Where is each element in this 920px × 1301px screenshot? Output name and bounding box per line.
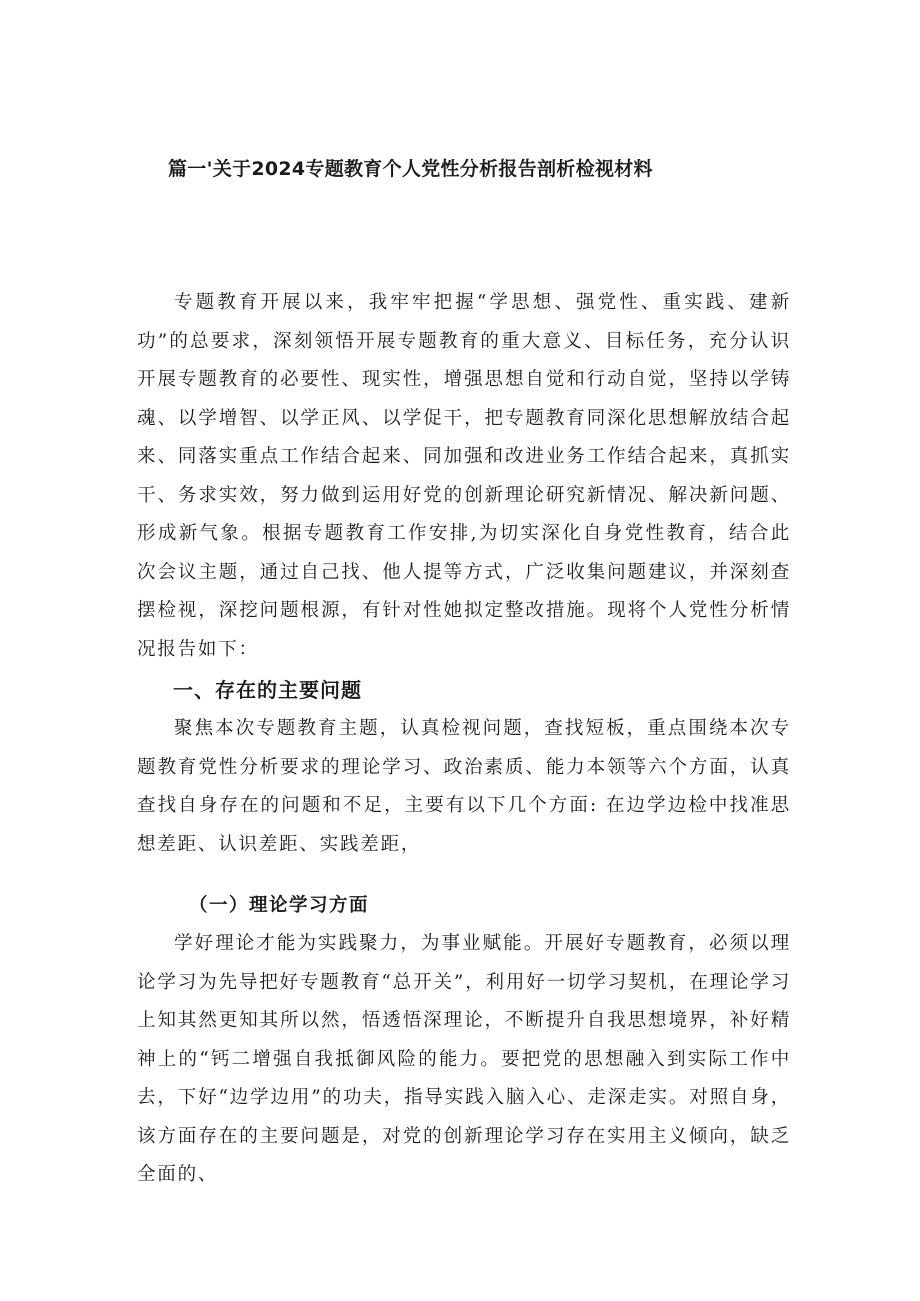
subsection-1-paragraph: 学好理论才能为实践聚力，为事业赋能。开展好专题教育，必须以理论学习为先导把好专题教育“总开关”，利用好一切学习契机，在理论学习上知其然更知其所以然，悟透悟深理论，不断提升自我思想境界，补好精神上的“钙二增强自我抵御风险的能力。要把党的思想融入到实际工作中去，下好“边学边用”的功夫，指导实践入脑入心、走深走实。对照自身，该方面存在的主要问题是，对党的创新理论学习存在实用主义倾向，缺乏全面的、 [137, 933, 791, 1185]
subsection-1 [137, 887, 791, 1195]
section-1-heading: 一、存在的主要问题 [173, 678, 362, 702]
intro-paragraph: 专题教育开展以来，我牢牢把握“学思想、强党性、重实践、建新功”的总要求，深刻领悟开展专题教育的重大意义、目标任务，充分认识开展专题教育的必要性、现实性，增强思想自觉和行动自觉，坚持以学铸魂、以学增智、以学正风、以学促干，把专题教育同深化思想解放结合起来、同落实重点工作结合起来、同加强和改进业务工作结合起来，真抓实干、务求实效，努力做到运用好党的创新理论研究新情况、解决新问题、形成新气象。根据专题教育工作安排,为切实深化自身党性教育，结合此次会议主题，通过自己找、他人提等方式，广泛收集问题建议，并深刻查摆检视，深挖问题根源，有针对性她拟定整改措施。现将个人党性分析情况报告如下： [137, 292, 791, 660]
section-1 [137, 670, 791, 864]
document-title: 篇一'关于2024专题教育个人党性分析报告剖析检视材料 [168, 158, 653, 180]
section-1-paragraph: 聚焦本次专题教育主题，认真检视问题，查找短板，重点围绕本次专题教育党性分析要求的理论学习、政治素质、能力本领等六个方面，认真查找自身存在的问题和不足，主要有以下几个方面: 在边学边检中找准思想差距、认识差距、实践差距， [137, 718, 791, 855]
subsection-1-heading: （一）理论学习方面 [189, 895, 370, 916]
intro-block [137, 284, 791, 669]
